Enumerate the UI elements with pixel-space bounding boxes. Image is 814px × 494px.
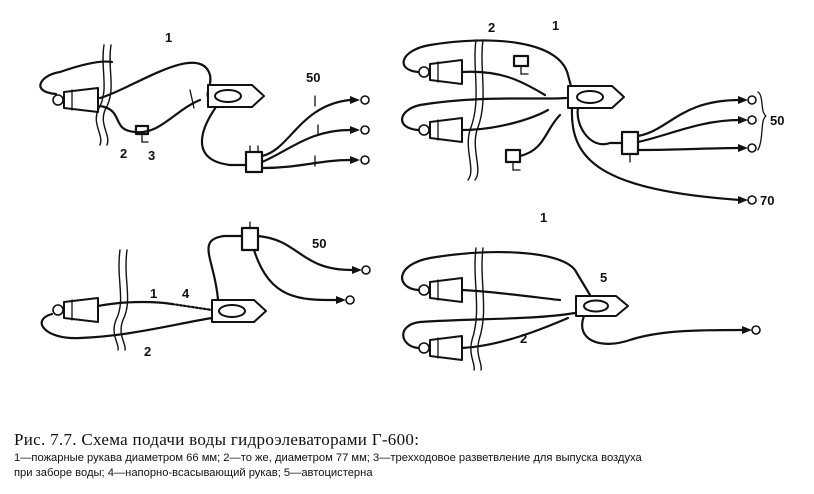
label-5: 5	[600, 270, 608, 285]
hose-66mm	[98, 302, 172, 306]
hydroelevator	[53, 88, 98, 112]
label-70: 70	[760, 193, 775, 208]
hose-66mm	[40, 62, 112, 94]
hose-output	[254, 250, 336, 300]
scheme-top-right	[402, 18, 784, 208]
label-1: 1	[552, 18, 560, 33]
water-bank	[478, 248, 484, 370]
label-1: 1	[150, 286, 158, 301]
three-way-branch	[136, 126, 148, 142]
branch	[246, 146, 262, 172]
label-50: 50	[306, 70, 321, 85]
hose-66mm	[100, 63, 210, 98]
hose-output	[578, 108, 622, 144]
label-1: 1	[540, 210, 548, 225]
caption-title: Рис. 7.7. Схема подачи воды гидроэлеваторами Г-600:	[14, 430, 420, 449]
water-bank	[468, 40, 476, 180]
hose-output	[582, 316, 742, 344]
water-bank	[475, 40, 483, 180]
three-way-branch	[506, 150, 520, 170]
fire-truck	[208, 85, 264, 107]
water-bank	[471, 248, 477, 370]
figure-caption	[14, 430, 806, 481]
caption-legend-line: при заборе воды; 4—напорно-всасывающий рукав; 5—автоцистерна	[14, 467, 373, 479]
hose-77mm	[520, 115, 560, 156]
hydroelevator	[419, 336, 462, 360]
label-2: 2	[144, 344, 152, 359]
fire-truck	[568, 86, 624, 108]
hose-output	[638, 100, 740, 136]
label-50: 50	[770, 113, 785, 128]
label-50: 50	[312, 236, 327, 251]
label-4: 4	[182, 286, 190, 301]
hose-output	[258, 236, 352, 270]
caption-legend-line: 1—пожарные рукава диаметром 66 мм; 2—то же, диаметром 77 мм; 3—трехходовое разветвление для выпуска воздуха	[14, 452, 642, 464]
hose-66mm	[404, 40, 572, 90]
label-1: 1	[165, 30, 173, 45]
branch	[622, 132, 638, 162]
hose-66mm	[202, 107, 246, 165]
hydroelevator	[419, 118, 462, 142]
label-2: 2	[120, 146, 128, 161]
scheme-bottom-right	[402, 210, 760, 370]
hose-77mm	[100, 100, 200, 132]
hose-output	[638, 148, 740, 150]
hose-output	[262, 160, 350, 168]
suction-hose	[172, 304, 212, 310]
scheme-bottom-left	[42, 222, 370, 359]
hydroelevator	[419, 60, 462, 84]
branch	[242, 222, 258, 250]
water-tanker	[576, 296, 628, 316]
caption-legend	[14, 451, 806, 481]
hose-77mm	[462, 72, 545, 95]
hose-output	[262, 100, 350, 156]
fire-truck	[212, 300, 266, 322]
label-2: 2	[488, 20, 496, 35]
three-way-branch	[514, 56, 528, 74]
label-2: 2	[520, 331, 528, 346]
scheme-top-left	[40, 30, 369, 172]
hose-output	[262, 130, 350, 162]
hose-output	[208, 236, 242, 300]
hydroelevator	[53, 298, 98, 322]
hydroelevator	[419, 278, 462, 302]
label-3: 3	[148, 148, 156, 163]
